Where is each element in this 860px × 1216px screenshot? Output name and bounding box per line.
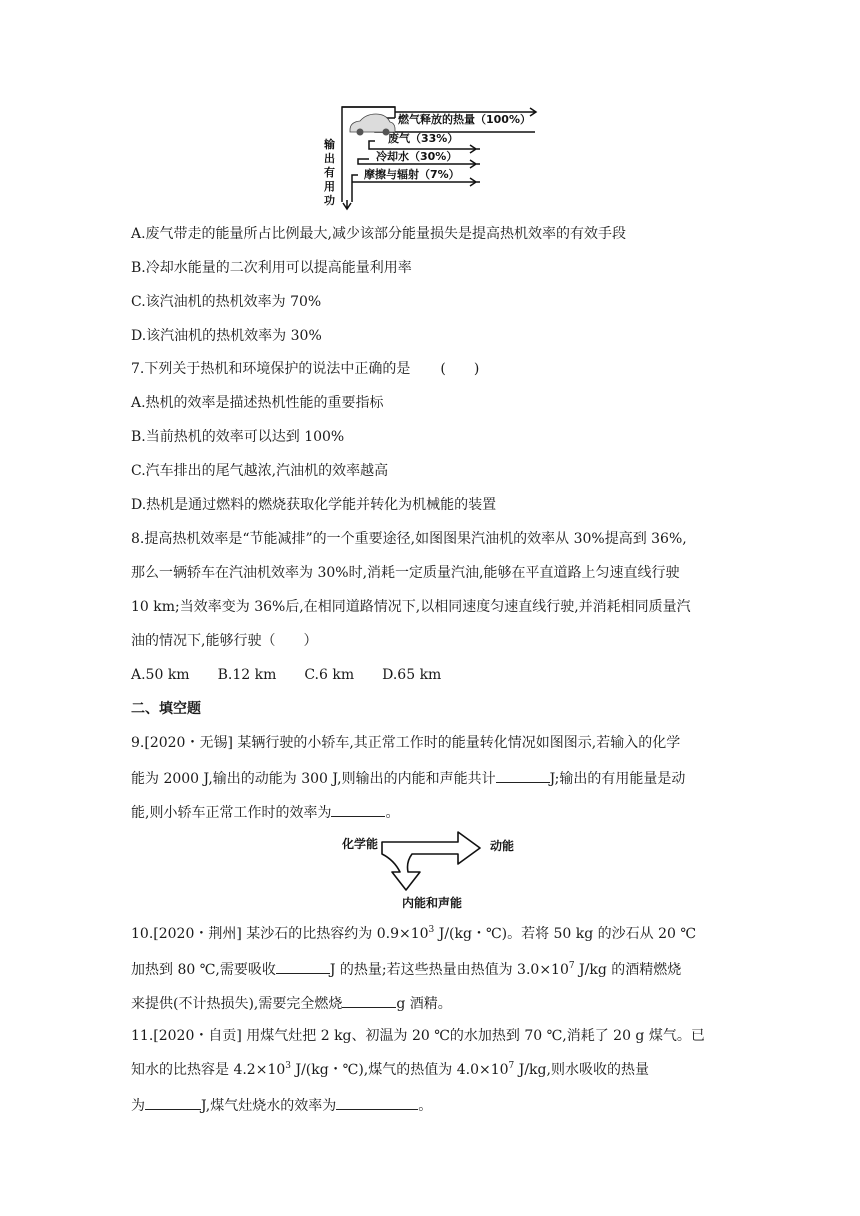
q7-answer-paren: ( ) bbox=[440, 361, 480, 377]
section-title: 二、填空题 bbox=[131, 701, 201, 717]
answer-blank[interactable] bbox=[336, 1095, 418, 1110]
energy-conversion-figure bbox=[340, 828, 530, 912]
q7-option-d: D.热机是通过燃料的燃烧获取化学能并转化为机械能的装置 bbox=[131, 497, 497, 513]
q11-line-1: 11.[2020・自贡] 用煤气灶把 2 kg、初温为 20 ℃的水加热到 70 ℃,消耗了 20 g 煤气。已 bbox=[131, 1028, 705, 1044]
internal-sound-energy-label: 内能和声能 bbox=[402, 896, 463, 910]
chemical-energy-label: 化学能 bbox=[342, 837, 379, 851]
q6-option-a: A.废气带走的能量所占比例最大,减少该部分能量损失是提高热机效率的有效手段 bbox=[131, 226, 627, 242]
exhaust-label: 废气（33%） bbox=[388, 132, 459, 145]
q8-options: A.50 km B.12 km C.6 km D.65 km bbox=[131, 667, 442, 683]
q6-option-d: D.该汽油机的热机效率为 30% bbox=[131, 328, 322, 344]
q8-line-4: 油的情况下,能够行驶（ ） bbox=[131, 633, 318, 649]
q10-line-1: 10.[2020・荆州] 某沙石的比热容约为 $0.9\times 10^3$ J/(kg・℃)。若将 50 kg 的沙石从 20 ℃ bbox=[131, 925, 697, 942]
q10-line-3: 来提供(不计热损失),需要完全燃烧 g 酒精。 bbox=[131, 993, 452, 1013]
q8-line-1: 8.提高热机效率是“节能减排”的一个重要途径,如图图果汽油机的效率从 30%提高到 36%, bbox=[131, 531, 687, 547]
q11-line-3: 为 J,煤气灶烧水的效率为 。 bbox=[131, 1095, 432, 1115]
answer-blank[interactable] bbox=[331, 802, 385, 817]
coolant-label: 冷却水（30%） bbox=[376, 150, 458, 163]
q7-option-c: C.汽车排出的尾气越浓,汽油机的效率越高 bbox=[131, 463, 389, 479]
output-label-char: 用 bbox=[324, 180, 335, 193]
output-label-char: 输 bbox=[324, 138, 335, 151]
q8-line-2: 那么一辆轿车在汽油机效率为 30%时,消耗一定质量汽油,能够在平直道路上匀速直线行驶 bbox=[131, 565, 680, 581]
q9-line-1: 9.[2020・无锡] 某辆行驶的小轿车,其正常工作时的能量转化情况如图图示,若输入的化学 bbox=[131, 735, 681, 751]
q7-option-a: A.热机的效率是描述热机性能的重要指标 bbox=[131, 395, 384, 411]
answer-blank[interactable] bbox=[496, 768, 550, 783]
output-label-char: 出 bbox=[324, 152, 335, 165]
answer-blank[interactable] bbox=[145, 1095, 201, 1110]
kinetic-energy-label: 动能 bbox=[490, 839, 515, 853]
answer-blank[interactable] bbox=[342, 993, 396, 1008]
q9-line-3: 能,则小轿车正常工作时的效率为 。 bbox=[131, 802, 399, 822]
q10-line-2: 加热到 80 ℃,需要吸收 J 的热量;若这些热量由热值为 $3.0\times 10^7$ J/kg 的酒精燃烧 bbox=[131, 961, 682, 978]
heat-released-label: 燃气释放的热量（100%） bbox=[398, 113, 531, 126]
output-label-char: 功 bbox=[324, 194, 335, 207]
q7-option-b: B.当前热机的效率可以达到 100% bbox=[131, 429, 345, 445]
q7-stem-text: 7.下列关于热机和环境保护的说法中正确的是 bbox=[131, 361, 411, 377]
engine-energy-flow-figure bbox=[320, 104, 545, 216]
answer-blank[interactable] bbox=[276, 959, 330, 974]
q11-line-2: 知水的比热容是 $4.2\times 10^3$ J/(kg・℃),煤气的热值为 $4.0\times 10^7$ J/kg,则水吸收的热量 bbox=[131, 1061, 649, 1078]
output-label-char: 有 bbox=[324, 166, 335, 179]
friction-label: 摩擦与辐射（7%） bbox=[364, 168, 460, 181]
q6-option-b: B.冷却水能量的二次利用可以提高能量利用率 bbox=[131, 260, 412, 276]
q7-stem bbox=[131, 360, 479, 378]
q9-line-2: 能为 2000 J,输出的动能为 300 J,则输出的内能和声能共计 J;输出的有用能量是动 bbox=[131, 768, 685, 788]
q8-line-3: 10 km;当效率变为 36%后,在相同道路情况下,以相同速度匀速直线行驶,并消耗相同质量汽 bbox=[131, 599, 691, 615]
q6-option-c: C.该汽油机的热机效率为 70% bbox=[131, 294, 322, 310]
